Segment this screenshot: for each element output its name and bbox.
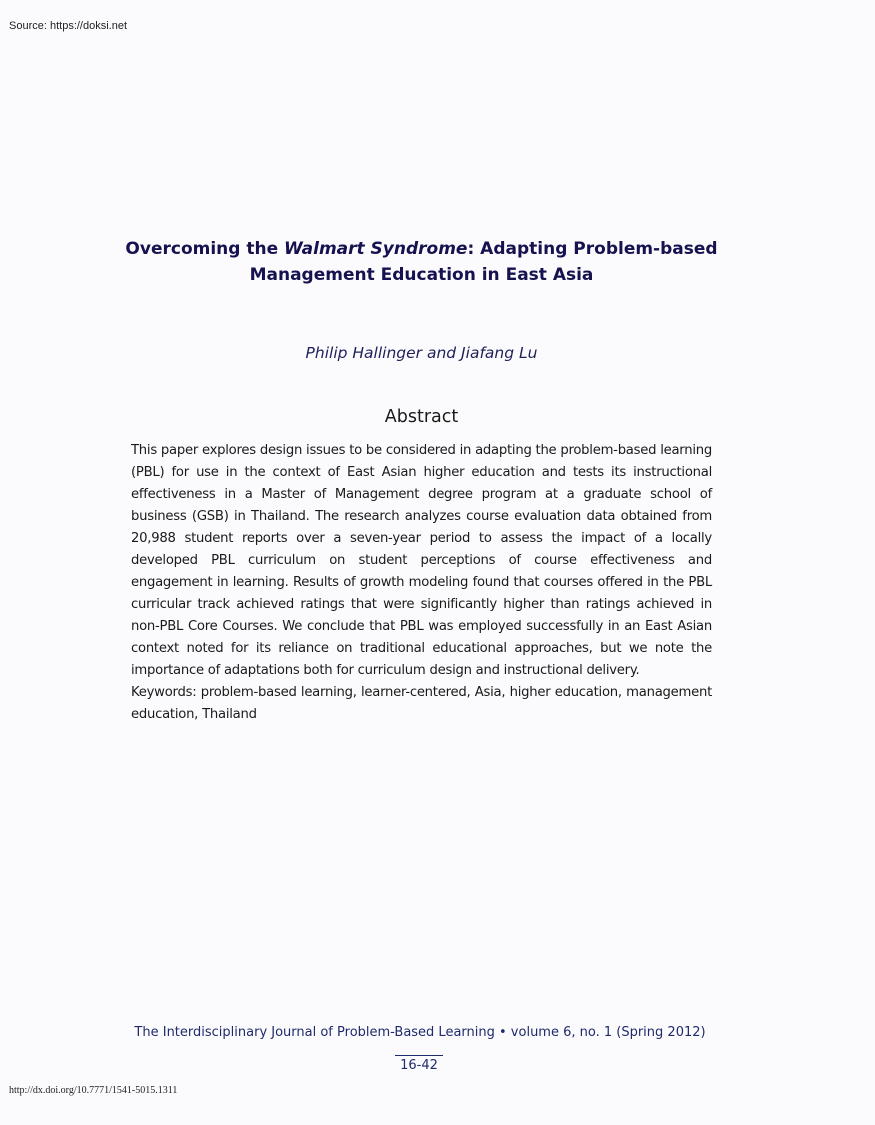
doi-link[interactable]: http://dx.doi.org/10.7771/1541-5015.1311 [9, 1085, 178, 1096]
title-part2: : Adapting Problem-based [467, 239, 718, 259]
paper-title [0, 236, 843, 288]
keywords: Keywords: problem-based learning, learner-centered, Asia, higher education, management education, Thailand [131, 685, 712, 722]
abstract-heading: Abstract [384, 407, 459, 427]
abstract-text: This paper explores design issues to be considered in adapting the problem-based learning (PBL) for use in the context of East Asian higher education and tests its instructional effectiveness in a Master of Management degree program at a graduate school of business (GSB) in Thailand. The research analyzes course evaluation data obtained from 20,988 student reports over a seven-year period to assess the impact of a locally developed PBL curriculum on student perceptions of course effectiveness and engagement in learning. Results of growth modeling found that courses offered in the PBL curricular track achieved ratings that were significantly higher than ratings achieved in non-PBL Core Courses. We conclude that PBL was employed successfully in an East Asian context noted for its reliance on traditional educational approaches, but we note the importance of adaptations both for curriculum design and instructional delivery. [131, 443, 712, 678]
source-note: Source: https://doksi.net [9, 20, 128, 32]
authors: Philip Hallinger and Jiafang Lu [305, 344, 538, 362]
journal-footer: The Interdisciplinary Journal of Problem-Based Learning • volume 6, no. 1 (Spring 2012) [134, 1025, 706, 1040]
title-line2: Management Education in East Asia [249, 265, 594, 285]
page-range: 16-42 [395, 1055, 443, 1073]
title-italic: Walmart Syndrome [284, 239, 468, 259]
abstract-body [131, 440, 712, 726]
title-part1: Overcoming the [125, 239, 285, 259]
